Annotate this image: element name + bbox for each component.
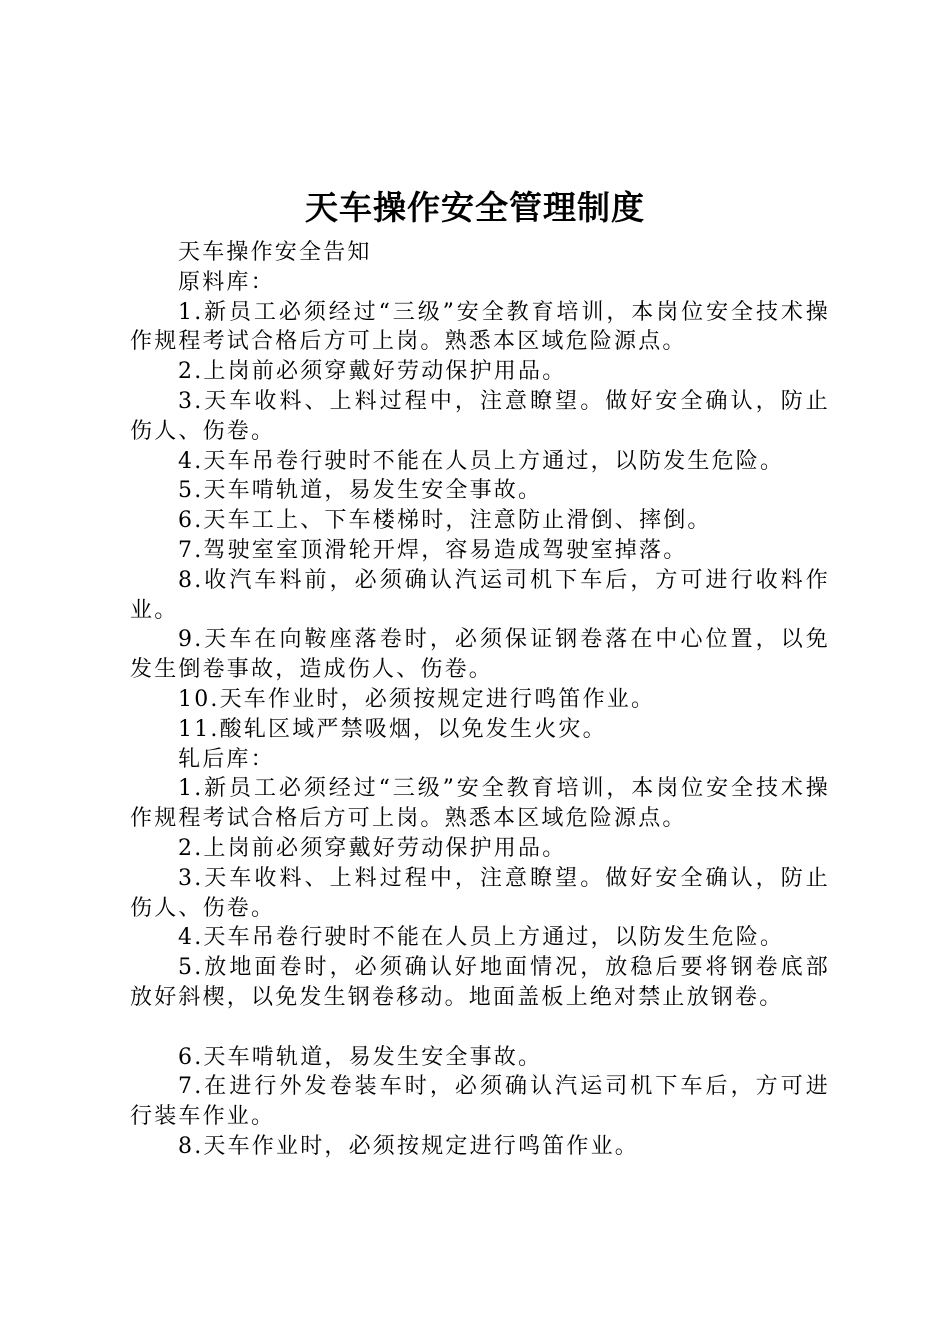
list-item: 4.天车吊卷行驶时不能在人员上方通过，以防发生危险。 — [178, 448, 785, 474]
list-item: 3.天车收料、上料过程中，注意瞭望。做好安全确认，防止伤人、伤卷。 — [130, 388, 830, 444]
list-item: 10.天车作业时，必须按规定进行鸣笛作业。 — [178, 686, 656, 712]
list-item: 3.天车收料、上料过程中，注意瞭望。做好安全确认，防止伤人、伤卷。 — [130, 865, 830, 921]
list-item: 2.上岗前必须穿戴好劳动保护用品。 — [178, 835, 567, 861]
section-heading-post-rolling: 轧后库： — [178, 746, 275, 772]
list-item: 4.天车吊卷行驶时不能在人员上方通过，以防发生危险。 — [178, 925, 785, 951]
list-item: 1.新员工必须经过“三级”安全教育培训，本岗位安全技术操作规程考试合格后方可上岗。熟悉本区域危险源点。 — [130, 776, 830, 832]
list-item: 2.上岗前必须穿戴好劳动保护用品。 — [178, 359, 567, 385]
list-item: 6.天车工上、下车楼梯时，注意防止滑倒、摔倒。 — [178, 508, 712, 534]
document-title: 天车操作安全管理制度 — [305, 188, 645, 227]
list-item: 5.放地面卷时，必须确认好地面情况，放稳后要将钢卷底部放好斜楔，以免发生钢卷移动。地面盖板上绝对禁止放钢卷。 — [130, 955, 830, 1010]
list-item: 8.收汽车料前，必须确认汽运司机下车后，方可进行收料作业。 — [130, 567, 830, 623]
list-item: 7.在进行外发卷装车时，必须确认汽运司机下车后，方可进行装车作业。 — [130, 1074, 830, 1130]
list-item: 7.驾驶室室顶滑轮开焊，容易造成驾驶室掉落。 — [178, 537, 688, 563]
list-item: 1.新员工必须经过“三级”安全教育培训，本岗位安全技术操作规程考试合格后方可上岗。熟悉本区域危险源点。 — [130, 299, 830, 355]
section-heading-raw-material: 原料库： — [178, 269, 275, 295]
document-subtitle: 天车操作安全告知 — [178, 240, 372, 265]
list-item: 9.天车在向鞍座落卷时，必须保证钢卷落在中心位置，以免发生倒卷事故，造成伤人、伤卷。 — [130, 627, 830, 683]
list-item: 5.天车啃轨道，易发生安全事故。 — [178, 478, 543, 504]
list-item: 6.天车啃轨道，易发生安全事故。 — [178, 1044, 543, 1070]
list-item: 8.天车作业时，必须按规定进行鸣笛作业。 — [178, 1133, 639, 1159]
document-body — [130, 238, 830, 1162]
list-item: 11.酸轧区域严禁吸烟，以免发生火灾。 — [178, 716, 607, 742]
